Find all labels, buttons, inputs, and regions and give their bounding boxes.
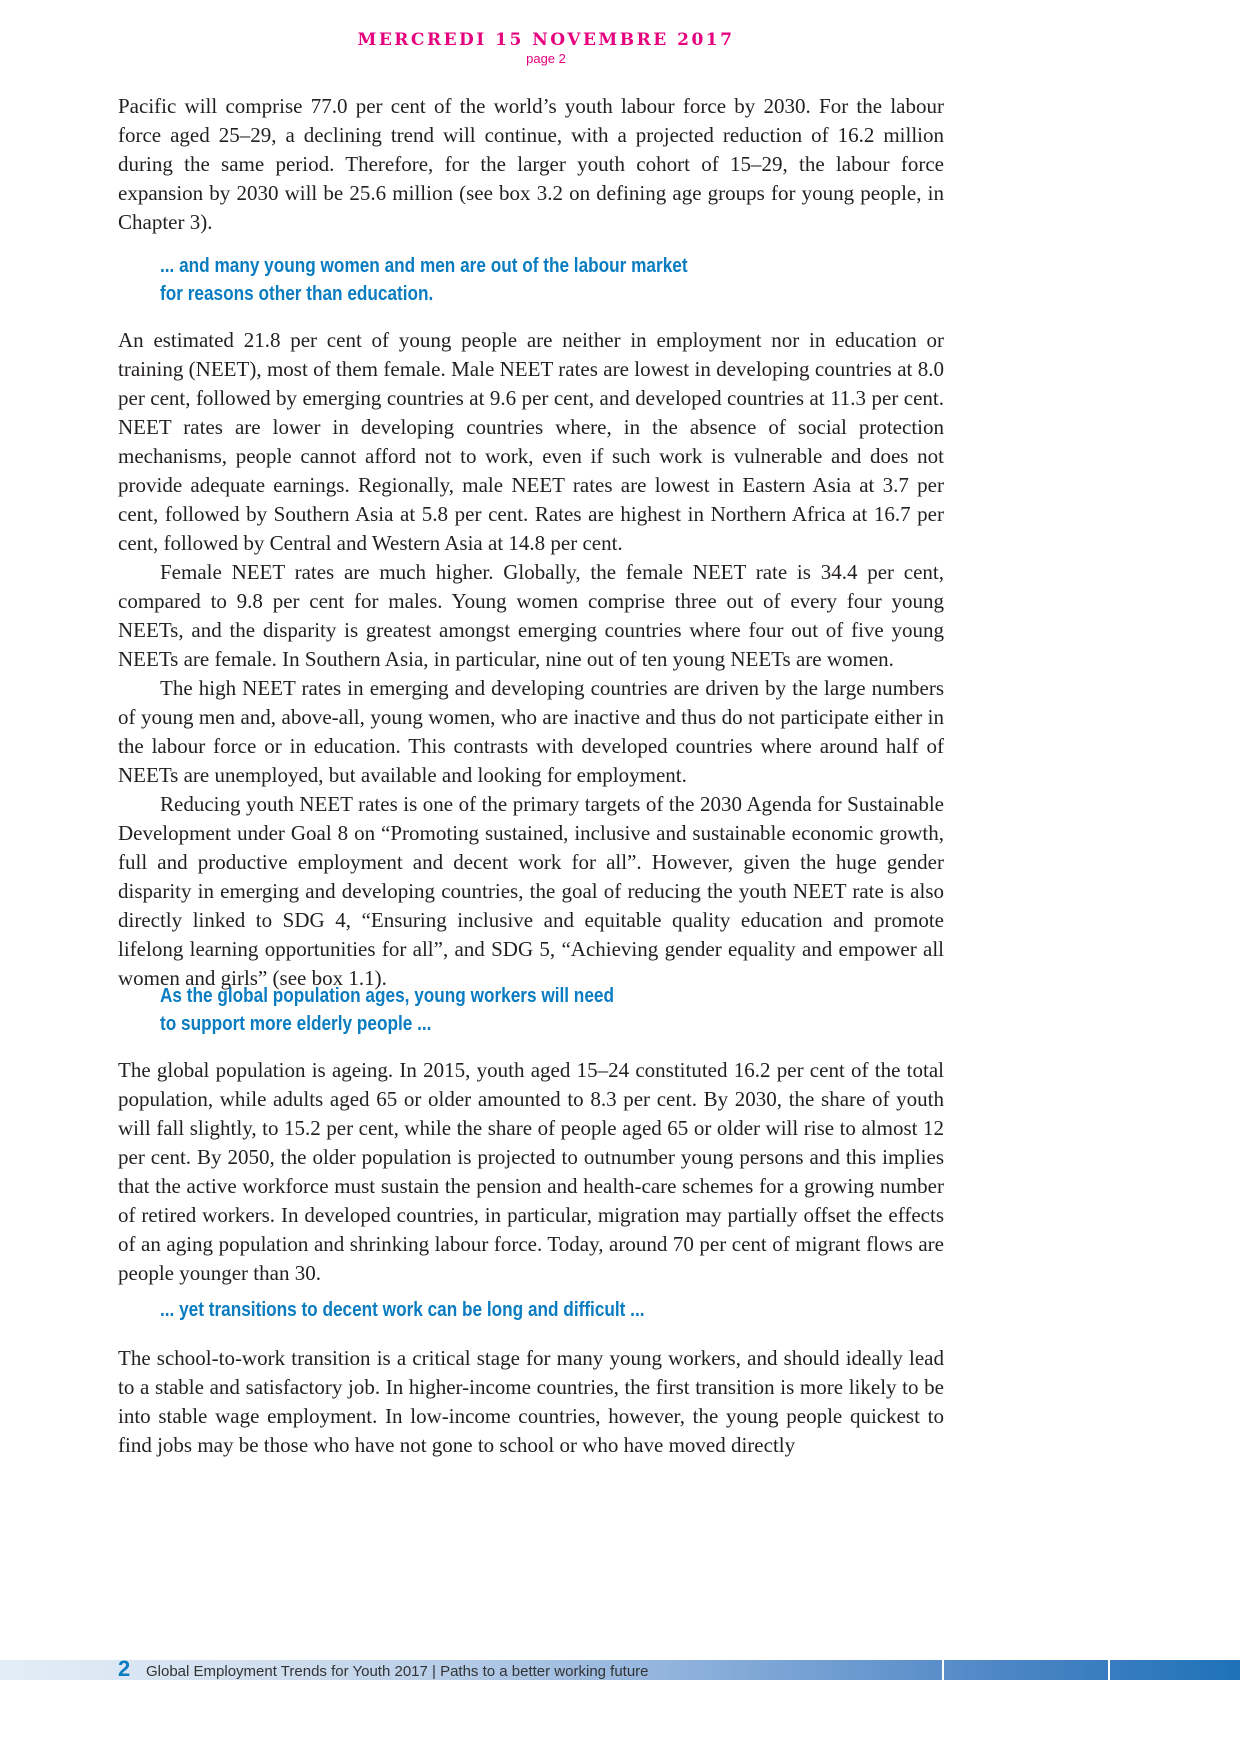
footer-page-number: 2 bbox=[118, 1656, 131, 1681]
body-paragraph: The school-to-work transition is a critical stage for many young workers, and should ideally lead to a stable and satisfactory job. In higher-income countries, the first transition is more likely to be into stable wage employment. In low-income countries, however, the young people quickest to find jobs may be those who have not gone to school or who have moved directly bbox=[118, 1346, 944, 1457]
section-heading-line: ... and many young women and men are out of the labour market bbox=[160, 255, 688, 277]
body-paragraph: Pacific will comprise 77.0 per cent of the world’s youth labour force by 2030. For the labour force aged 25–29, a declining trend will continue, with a projected reduction of 16.2 million during the same period. Therefore, for the larger youth cohort of 15–29, the labour force expansion by 2030 will be 25.6 million (see box 3.2 on defining age groups for young people, in Chapter 3). bbox=[118, 94, 944, 234]
section-heading-line: As the global population ages, young workers will need bbox=[160, 985, 614, 1007]
header-date: MERCREDI 15 NOVEMBRE 2017 bbox=[357, 30, 735, 50]
transitions-text-block bbox=[118, 1344, 944, 1460]
body-paragraph: The high NEET rates in emerging and developing countries are driven by the large numbers of young men and, above-all, young women, who are inactive and thus do not participate either in the labour force or in education. This contrasts with developed countries where around half of NEETs are unemployed, but available and looking for employment. bbox=[118, 676, 944, 787]
header-page-label: page 2 bbox=[526, 51, 566, 66]
neet-text-block bbox=[118, 326, 944, 993]
section-heading-neet bbox=[160, 252, 762, 308]
footer-divider bbox=[1108, 1660, 1110, 1680]
body-paragraph: The global population is ageing. In 2015, youth aged 15–24 constituted 16.2 per cent of the total population, while adults aged 65 or older amounted to 8.3 per cent. By 2030, the share of youth will fall slightly, to 15.2 per cent, while the share of people aged 65 or older will rise to almost 12 per cent. By 2050, the older population is projected to outnumber young persons and this implies that the active workforce must sustain the pension and health-care schemes for a growing number of retired workers. In developed countries, in particular, migration may partially offset the effects of an aging population and shrinking labour force. Today, around 70 per cent of migrant flows are people younger than 30. bbox=[118, 1058, 944, 1285]
section-heading-line: for reasons other than education. bbox=[160, 283, 434, 305]
section-heading-line: ... yet transitions to decent work can be long and difficult ... bbox=[160, 1299, 645, 1321]
body-paragraph: Female NEET rates are much higher. Globally, the female NEET rate is 34.4 per cent, compared to 9.8 per cent for males. Young women comprise three out of every four young NEETs, and the disparity is greatest amongst emerging countries where four out of five young NEETs are female. In Southern Asia, in particular, nine out of ten young NEETs are women. bbox=[118, 560, 944, 671]
section-heading-line: to support more elderly people ... bbox=[160, 1013, 432, 1035]
body-paragraph: Reducing youth NEET rates is one of the primary targets of the 2030 Agenda for Sustainable Development under Goal 8 on “Promoting sustained, inclusive and sustainable economic growth, full and productive employment and decent work for all”. However, given the huge gender disparity in emerging and developing countries, the goal of reducing the youth NEET rate is also directly linked to SDG 4, “Ensuring inclusive and equitable quality education and promote lifelong learning opportunities for all”, and SDG 5, “Achieving gender equality and empower all women and girls” (see box 1.1). bbox=[118, 792, 944, 990]
footer-divider bbox=[942, 1660, 944, 1680]
body-paragraph: An estimated 21.8 per cent of young people are neither in employment nor in education or training (NEET), most of them female. Male NEET rates are lowest in developing countries at 8.0 per cent, followed by emerging countries at 9.6 per cent, and developed countries at 11.3 per cent. NEET rates are lower in developing countries where, in the absence of social protection mechanisms, people cannot afford not to work, even if such work is vulnerable and does not provide adequate earnings. Regionally, male NEET rates are lowest in Eastern Asia at 3.7 per cent, followed by Southern Asia at 5.8 per cent. Rates are highest in Northern Africa at 16.7 per cent, followed by Central and Western Asia at 14.8 per cent. bbox=[118, 328, 944, 555]
footer-title: Global Employment Trends for Youth 2017 | Paths to a better working future bbox=[146, 1663, 649, 1680]
intro-text-block bbox=[118, 92, 944, 237]
section-heading-ageing bbox=[160, 982, 762, 1038]
section-heading-transitions bbox=[160, 1296, 762, 1324]
ageing-text-block bbox=[118, 1056, 944, 1288]
